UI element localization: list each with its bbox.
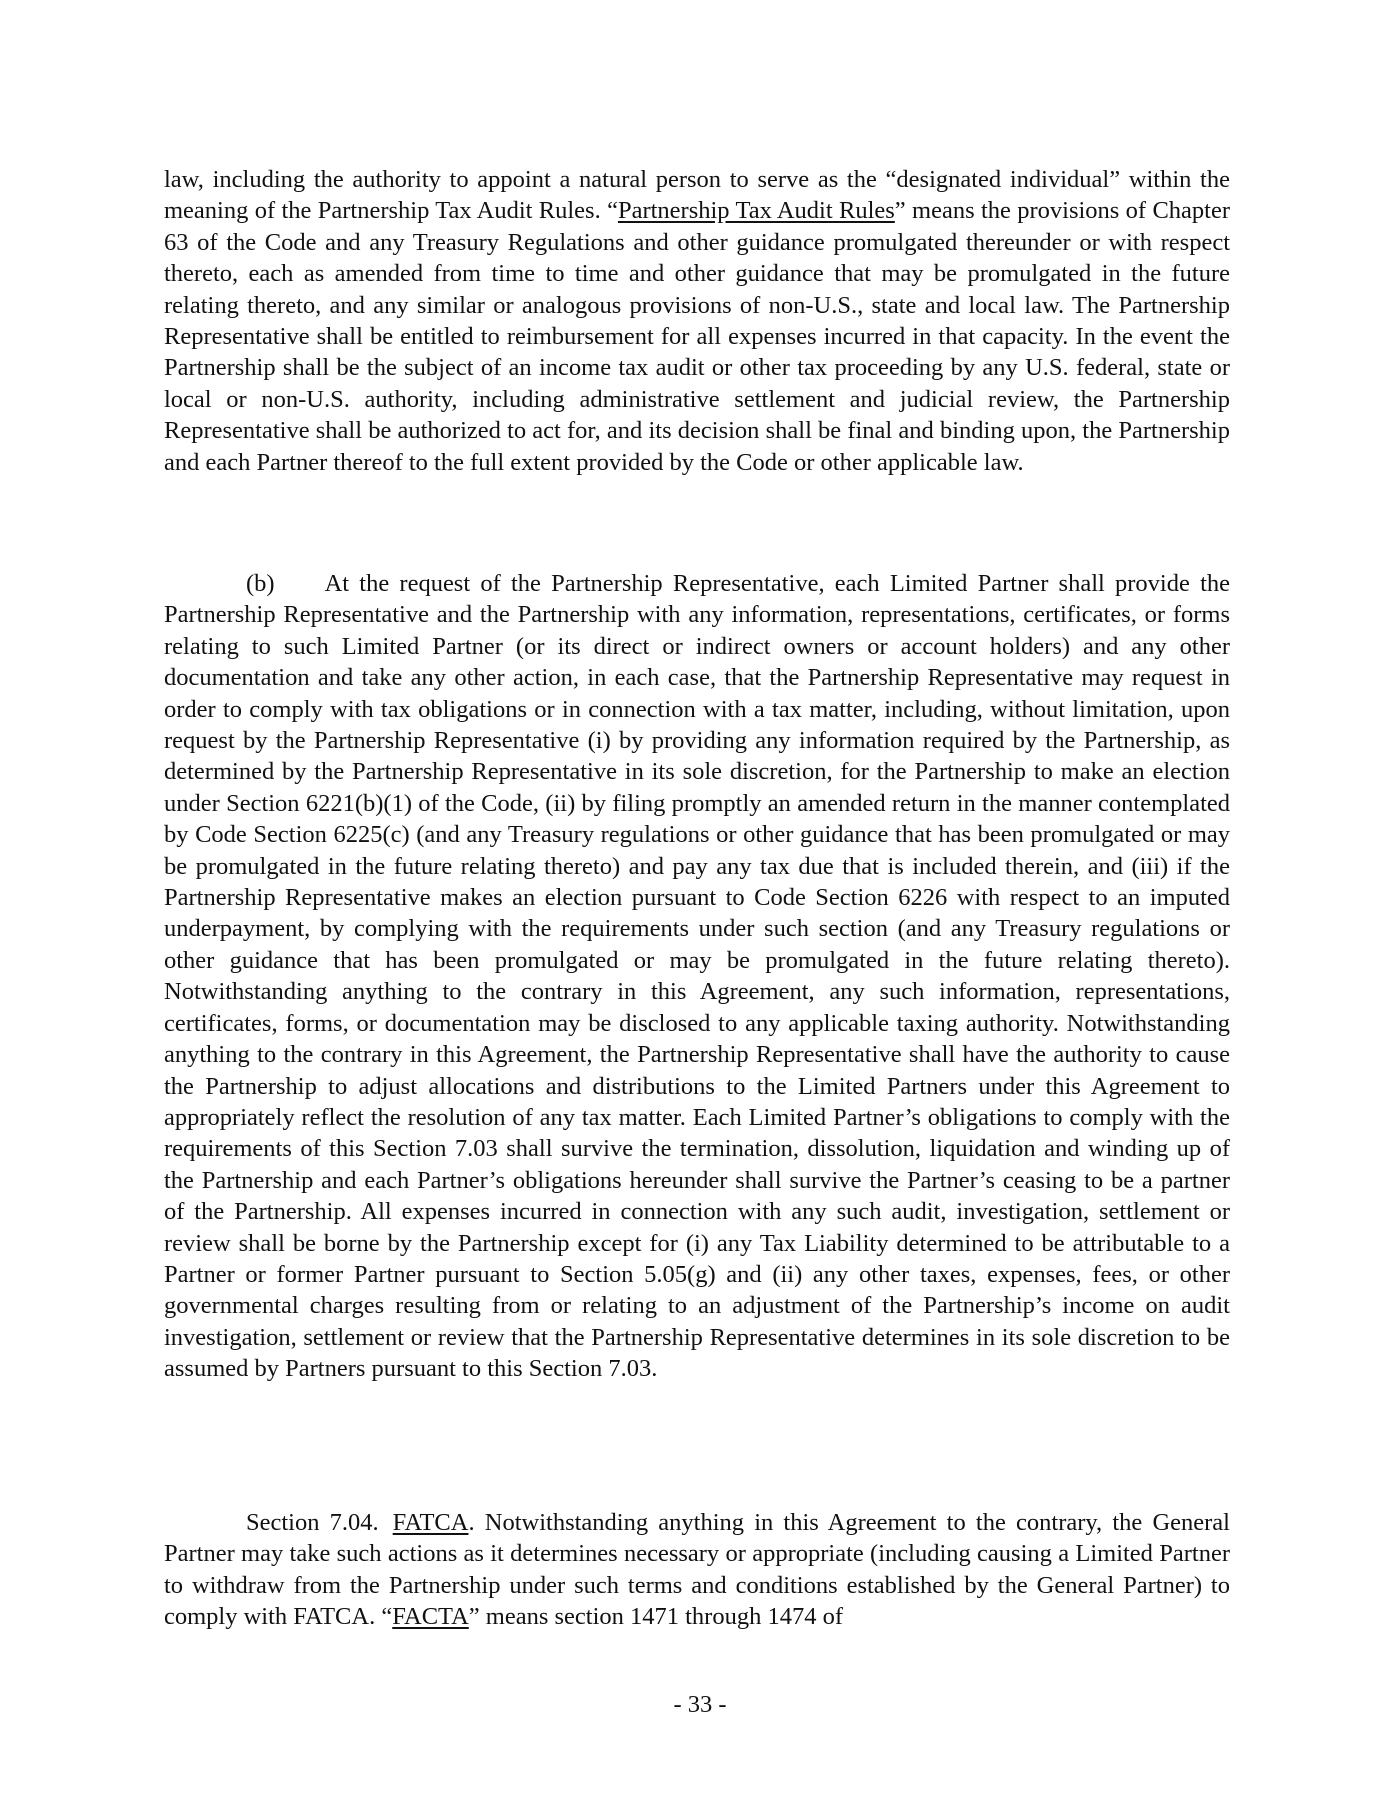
paragraph-text: law, including the authority to appoint a natural person to serve as the “designated individual” within the meaning of the Partnership Tax Audit Rules. “ <box>164 166 1230 225</box>
paragraph-text: . Notwithstanding anything in this Agreement to the contrary, the General Partner may take such actions as it determines necessary or appropriate (including causing a Limited Partner to withdraw from the Partnership under such terms and conditions established by the General Partner) to comply with FATCA. “ <box>164 1509 1230 1631</box>
defined-term-facta: FACTA <box>392 1603 469 1631</box>
paragraph-tax-audit-rules <box>164 164 1230 478</box>
subsection-label: (b) <box>246 570 275 597</box>
section-number: Section 7.04. <box>246 1509 379 1536</box>
page-number: - 33 - <box>673 1691 727 1718</box>
paragraph-text: At the request of the Partnership Representative, each Limited Partner shall provide the Partnership Representative and the Partnership with any information, representations, certificates, or forms relating to such Limited Partner (or its direct or indirect owners or account holders) and any other documentation and take any other action, in each case, that the Partnership Representative may request in order to comply with tax obligations or in connection with a tax matter, including, without limitation, upon request by the Partnership Representative (i) by providing any information required by the Partnership, as determined by the Partnership Representative in its sole discretion, for the Partnership to make an election under Section 6221(b)(1) of the Code, (ii) by filing promptly an amended return in the manner contemplated by Code Section 6225(c) (and any Treasury regulations or other guidance that has been promulgated or may be promulgated in the future relating thereto) and pay any tax due that is included therein, and (iii) if the Partnership Representative makes an election pursuant to Code Section 6226 with respect to an imputed underpayment, by complying with the requirements under such section (and any Treasury regulations or other guidance that has been promulgated or may be promulgated in the future relating thereto). Notwithstanding anything to the contrary in this Agreement, any such information, representations, certificates, forms, or documentation may be disclosed to any applicable taxing authority. Notwithstanding anything to the contrary in this Agreement, the Partnership Representative shall have the authority to cause the Partnership to adjust allocations and distributions to the Limited Partners under this Agreement to appropriately reflect the resolution of any tax matter. Each Limited Partner’s obligations to comply with the requirements of this Section 7.03 shall survive the termination, dissolution, liquidation and winding up of the Partnership and each Partner’s obligations hereunder shall survive the Partner’s ceasing to be a partner of the Partnership. All expenses incurred in connection with any such audit, investigation, settlement or review shall be borne by the Partnership except for (i) any Tax Liability determined to be attributable to a Partner or former Partner pursuant to Section 5.05(g) and (ii) any other taxes, expenses, fees, or other governmental charges resulting from or relating to an adjustment of the Partnership’s income on audit investigation, settlement or review that the Partnership Representative determines in its sole discretion to be assumed by Partners pursuant to this Section 7.03. <box>164 570 1230 1383</box>
paragraph-text: ” means section 1471 through 1474 of <box>468 1603 844 1631</box>
paragraph-text: ” means the provisions of Chapter 63 of the Code and any Treasury Regulations and other guidance promulgated thereunder or with respect thereto, each as amended from time to time and other guidance that may be promulgated in the future relating thereto, and any similar or analogous provisions of non-U.S., state and local law. The Partnership Representative shall be entitled to reimbursement for all expenses incurred in that capacity. In the event the Partnership shall be the subject of an income tax audit or other tax proceeding by any U.S. federal, state or local or non-U.S. authority, including administrative settlement and judicial review, the Partnership Representative shall be authorized to act for, and its decision shall be final and binding upon, the Partnership and each Partner thereof to the full extent provided by the Code or other applicable law. <box>164 197 1230 476</box>
section-title-fatca: FATCA <box>392 1509 469 1536</box>
paragraph-b-information-requests <box>164 568 1230 1385</box>
defined-term-partnership-tax-audit-rules: Partnership Tax Audit Rules <box>617 197 895 225</box>
paragraph-section-7-04-fatca <box>164 1507 1230 1633</box>
